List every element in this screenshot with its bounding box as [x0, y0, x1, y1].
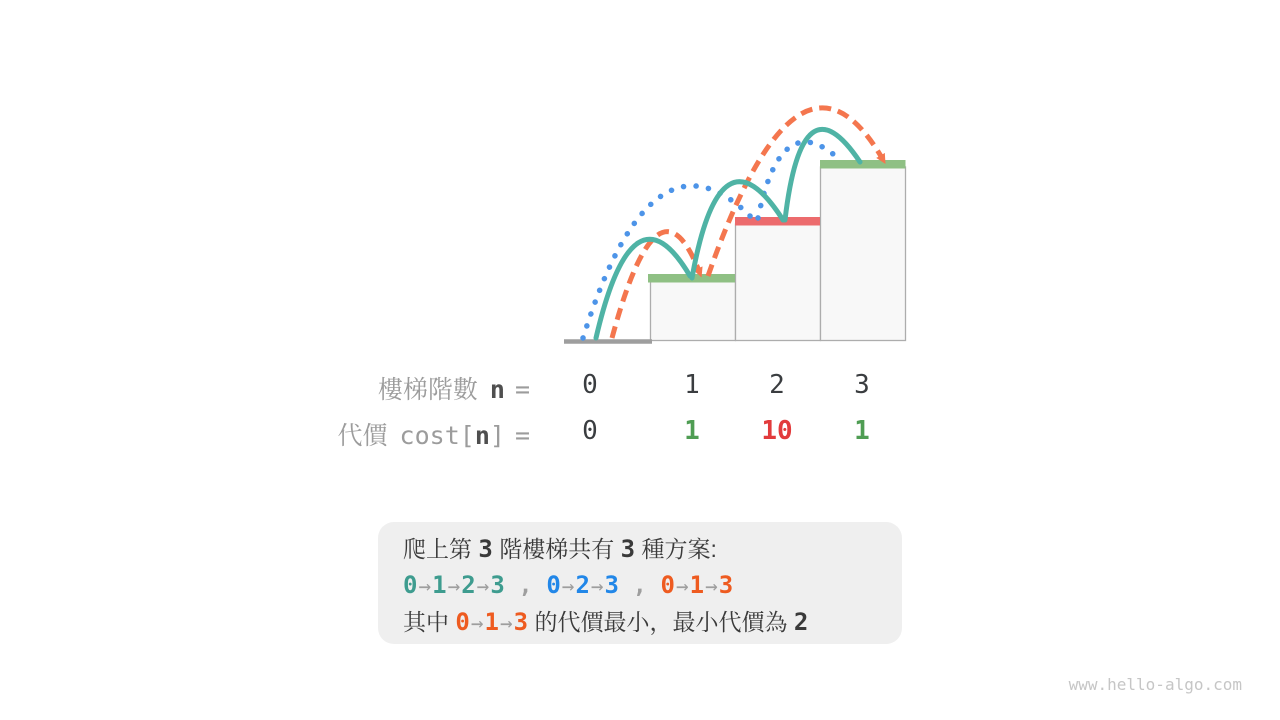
stair-n-value-2: 2 [769, 370, 785, 400]
arrow-icon: → [476, 574, 490, 598]
stair-n-value-3: 3 [854, 370, 870, 400]
path1-step: 0 [403, 571, 418, 599]
arrow-icon: → [705, 574, 718, 598]
cost-var-n: n [474, 421, 490, 450]
note-line1-text-c: 種方案: [635, 536, 717, 562]
path3-step: 3 [718, 571, 734, 599]
cost-var-close: ] [489, 421, 505, 450]
note-line1-text-a: 爬上第 [403, 536, 479, 562]
note-line3-suffix: 的代價最小，最小代價為 [528, 609, 794, 635]
note-line1-text-b: 階樓梯共有 [492, 536, 621, 562]
path-separator: , [504, 573, 547, 599]
cost-label-text: 代價 [337, 422, 388, 450]
step-3-body [821, 167, 906, 341]
path3-step: 1 [689, 571, 705, 599]
cost-var-open: cost[ [399, 421, 475, 450]
arrow-icon: → [676, 574, 689, 598]
stair-var-n: n [489, 375, 505, 404]
arrow-icon: → [590, 574, 604, 598]
arrow-icon: → [499, 611, 513, 635]
note-line3-prefix: 其中 [403, 609, 456, 635]
note-line-2 [403, 570, 878, 601]
best-path-step: 0 [455, 608, 470, 636]
path2-step: 2 [575, 571, 590, 599]
cost-value-3: 1 [854, 416, 870, 446]
path2-step: 3 [604, 571, 619, 599]
stair-count-label [290, 370, 530, 406]
best-path-step: 3 [513, 608, 529, 636]
note-line1-count-a: 3 [478, 535, 493, 563]
stair-count-label-text: 樓梯階數 [377, 376, 478, 404]
step-2-edge [735, 217, 820, 226]
path1-step: 1 [432, 571, 447, 599]
cost-value-2: 10 [761, 416, 793, 446]
min-cost-value: 2 [793, 608, 809, 636]
cost-label [290, 416, 530, 452]
note-box [378, 522, 902, 644]
step-3-edge [820, 160, 906, 169]
path1-step: 2 [461, 571, 476, 599]
cost-value-1: 1 [684, 416, 700, 446]
arrow-icon: → [447, 574, 461, 598]
watermark: www.hello-algo.com [1068, 675, 1242, 694]
path3-step: 0 [660, 571, 675, 599]
arrow-icon: → [418, 574, 432, 598]
step-2-body [736, 224, 821, 341]
path2-step: 0 [546, 571, 561, 599]
best-path-step: 1 [484, 608, 499, 636]
note-line-3 [403, 607, 878, 638]
note-line-1 [403, 534, 878, 564]
step-1-body [651, 281, 736, 341]
cost-equals: = [514, 421, 530, 450]
cost-value-0: 0 [582, 416, 598, 446]
stair-n-value-0: 0 [582, 370, 598, 400]
arrow-icon: → [470, 611, 484, 635]
arrow-icon: → [561, 574, 575, 598]
stair-n-value-1: 1 [684, 370, 700, 400]
path1-step: 3 [490, 571, 505, 599]
steps [564, 160, 906, 342]
note-line1-count-b: 3 [620, 535, 636, 563]
path-separator: , [619, 573, 661, 599]
stair-equals: = [514, 375, 530, 404]
